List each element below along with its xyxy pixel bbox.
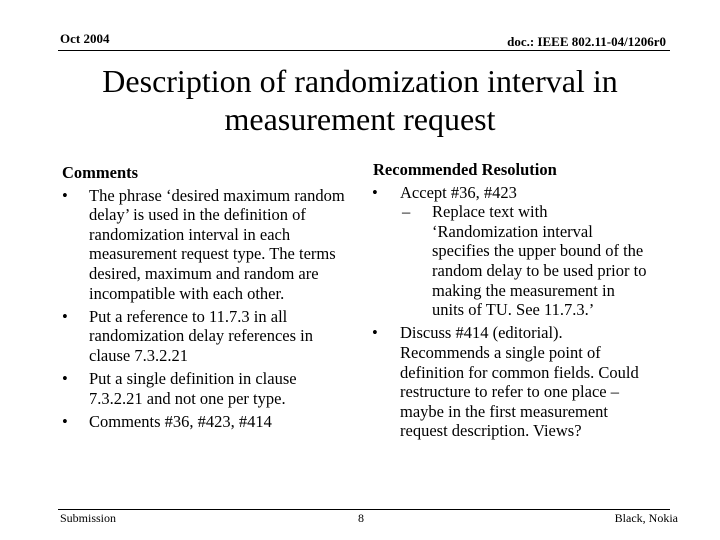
- resolution-list: [372, 183, 647, 441]
- header-divider: [58, 50, 670, 51]
- comment-text: The phrase ‘desired maximum random delay’ is used in the definition of randomization interval in each measurement request type. The terms desired, maximum and random are incompatible with each other.: [89, 185, 345, 303]
- slide-title-line-2: measurement request: [224, 101, 496, 137]
- comments-list: [62, 186, 352, 432]
- bullet-icon: •: [62, 306, 68, 326]
- comment-item: [62, 307, 352, 366]
- comment-text: Put a single definition in clause 7.3.2.21 and not one per type.: [89, 369, 297, 408]
- bullet-icon: •: [62, 185, 68, 205]
- bullet-icon: •: [372, 182, 378, 202]
- comments-column: [62, 163, 352, 435]
- page-number: 8: [358, 511, 364, 525]
- resolution-item: [372, 183, 647, 320]
- footer-author: Black, Nokia: [614, 511, 678, 525]
- footer-submission: Submission: [60, 511, 117, 525]
- comment-item: [62, 186, 352, 304]
- bullet-icon: •: [372, 323, 378, 343]
- resolution-subitem: [400, 202, 647, 320]
- resolution-heading: Recommended Resolution: [373, 160, 557, 179]
- footer-divider: [58, 509, 670, 510]
- resolution-sublist: [400, 202, 647, 320]
- header-doc-id: doc.: IEEE 802.11-04/1206r0: [507, 34, 666, 49]
- bullet-icon: •: [62, 411, 68, 431]
- comment-text: Comments #36, #423, #414: [89, 411, 272, 431]
- resolution-text: Discuss #414 (editorial). Recommends a single point of definition for common fields. Could restructure to refer to one place – maybe in the first measurement request description. Views?: [400, 323, 639, 441]
- slide-title: [60, 62, 660, 138]
- comment-text: Put a reference to 11.7.3 in all randomization delay references in clause 7.3.2.21: [89, 306, 314, 365]
- comment-item: [62, 412, 352, 432]
- resolution-subitem-text: Replace text with ‘Randomization interval specifies the upper bound of the random delay to be used prior to making the measurement in units of TU. See 11.7.3.’: [432, 202, 647, 320]
- resolution-item: [372, 323, 647, 441]
- dash-icon: –: [402, 202, 411, 222]
- bullet-icon: •: [62, 369, 68, 389]
- header-date: Oct 2004: [60, 31, 110, 46]
- slide-title-line-1: Description of randomization interval in: [102, 63, 618, 99]
- comments-heading: Comments: [62, 163, 139, 182]
- resolution-text: Accept #36, #423: [400, 182, 517, 202]
- resolution-column: [372, 160, 647, 445]
- comment-item: [62, 369, 352, 408]
